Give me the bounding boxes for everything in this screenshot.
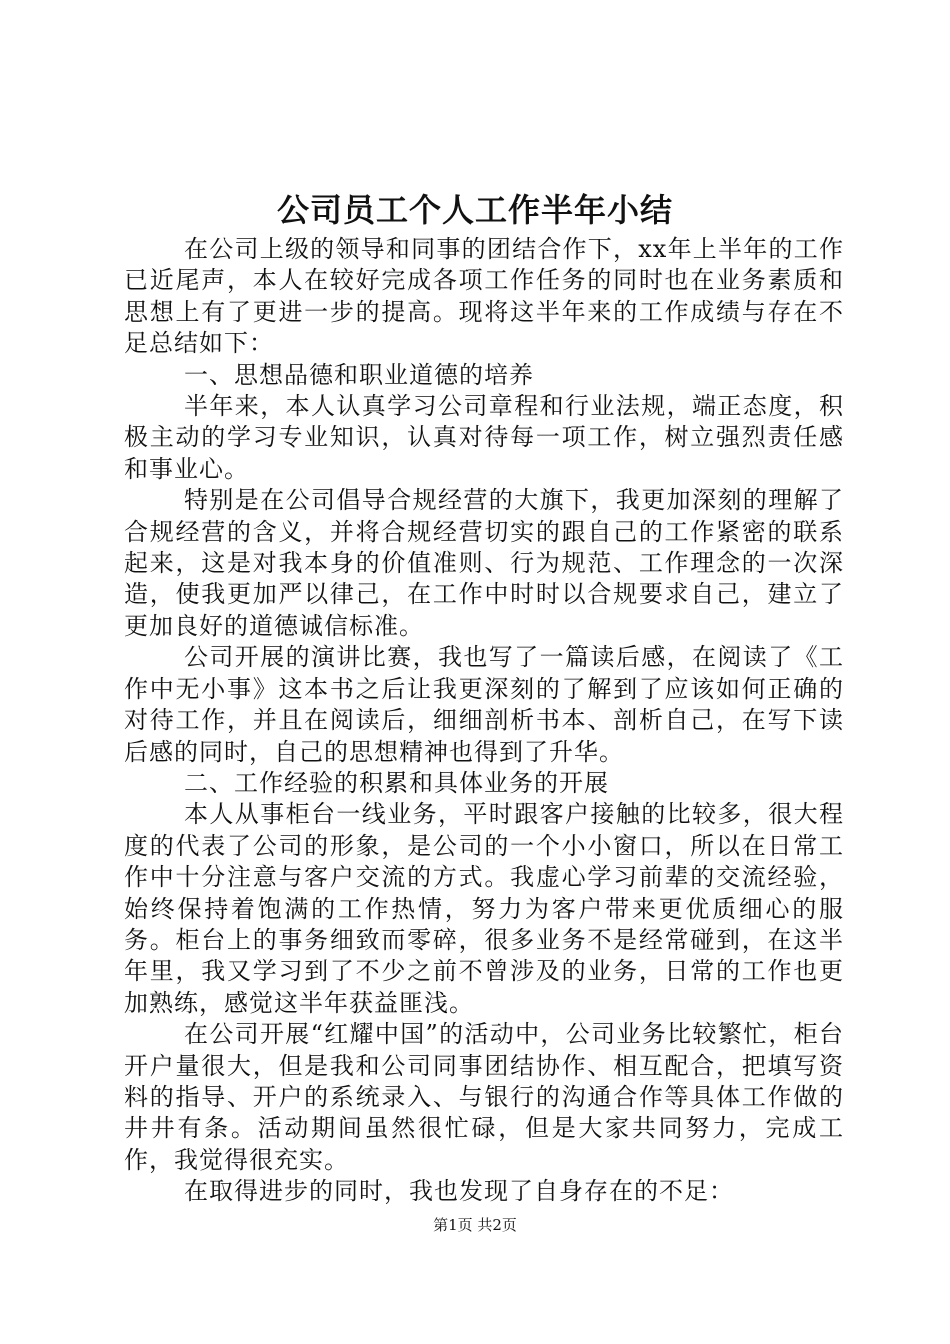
paragraph: 在取得进步的同时，我也发现了自身存在的不足： (184, 1177, 734, 1206)
document-body (124, 234, 844, 1208)
paragraph: 半年来，本人认真学习公司章程和行业法规，端正态度，积极主动的学习专业知识，认真对待每一项工作，树立强烈责任感和事业心。 (124, 392, 844, 483)
page-number-footer: 第1页 共2页 (433, 1216, 517, 1234)
paragraph: 在公司开展“红耀中国”的活动中，公司业务比较繁忙，柜台开户量很大，但是我和公司同事团结协作、相互配合，把填写资料的指导、开户的系统录入、与银行的沟通合作等具体工作做的井井有条。活动期间虽然很忙碌，但是大家共同努力，完成工作，我觉得很充实。 (124, 1020, 844, 1174)
paragraph: 公司开展的演讲比赛，我也写了一篇读后感，在阅读了《工作中无小事》这本书之后让我更深刻的了解到了应该如何正确的对待工作，并且在阅读后，细细剖析书本、剖析自己，在写下读后感的同时，自己的思想精神也得到了升华。 (124, 643, 844, 766)
section-heading-1: 一、思想品德和职业道德的培养 (184, 360, 534, 389)
paragraph: 特别是在公司倡导合规经营的大旗下，我更加深刻的理解了合规经营的含义，并将合规经营切实的跟自己的工作紧密的联系起来，这是对我本身的价值准则、行为规范、工作理念的一次深造，使我更加严以律己，在工作中时时以合规要求自己，建立了更加良好的道德诚信标准。 (124, 486, 844, 640)
document-title: 公司员工个人工作半年小结 (276, 191, 673, 229)
paragraph-intro: 在公司上级的领导和同事的团结合作下，xx年上半年的工作已近尾声，本人在较好完成各项工作任务的同时也在业务素质和思想上有了更进一步的提高。现将这半年来的工作成绩与存在不足总结如下： (124, 235, 844, 358)
section-heading-2: 二、工作经验的积累和具体业务的开展 (184, 768, 609, 797)
paragraph: 本人从事柜台一线业务，平时跟客户接触的比较多，很大程度的代表了公司的形象，是公司的一个小小窗口，所以在日常工作中十分注意与客户交流的方式。我虚心学习前辈的交流经验，始终保持着饱满的工作热情，努力为客户带来更优质细心的服务。柜台上的事务细致而零碎，很多业务不是经常碰到，在这半年里，我又学习到了不少之前不曾涉及的业务，日常的工作也更加熟练，感觉这半年获益匪浅。 (124, 800, 844, 1017)
